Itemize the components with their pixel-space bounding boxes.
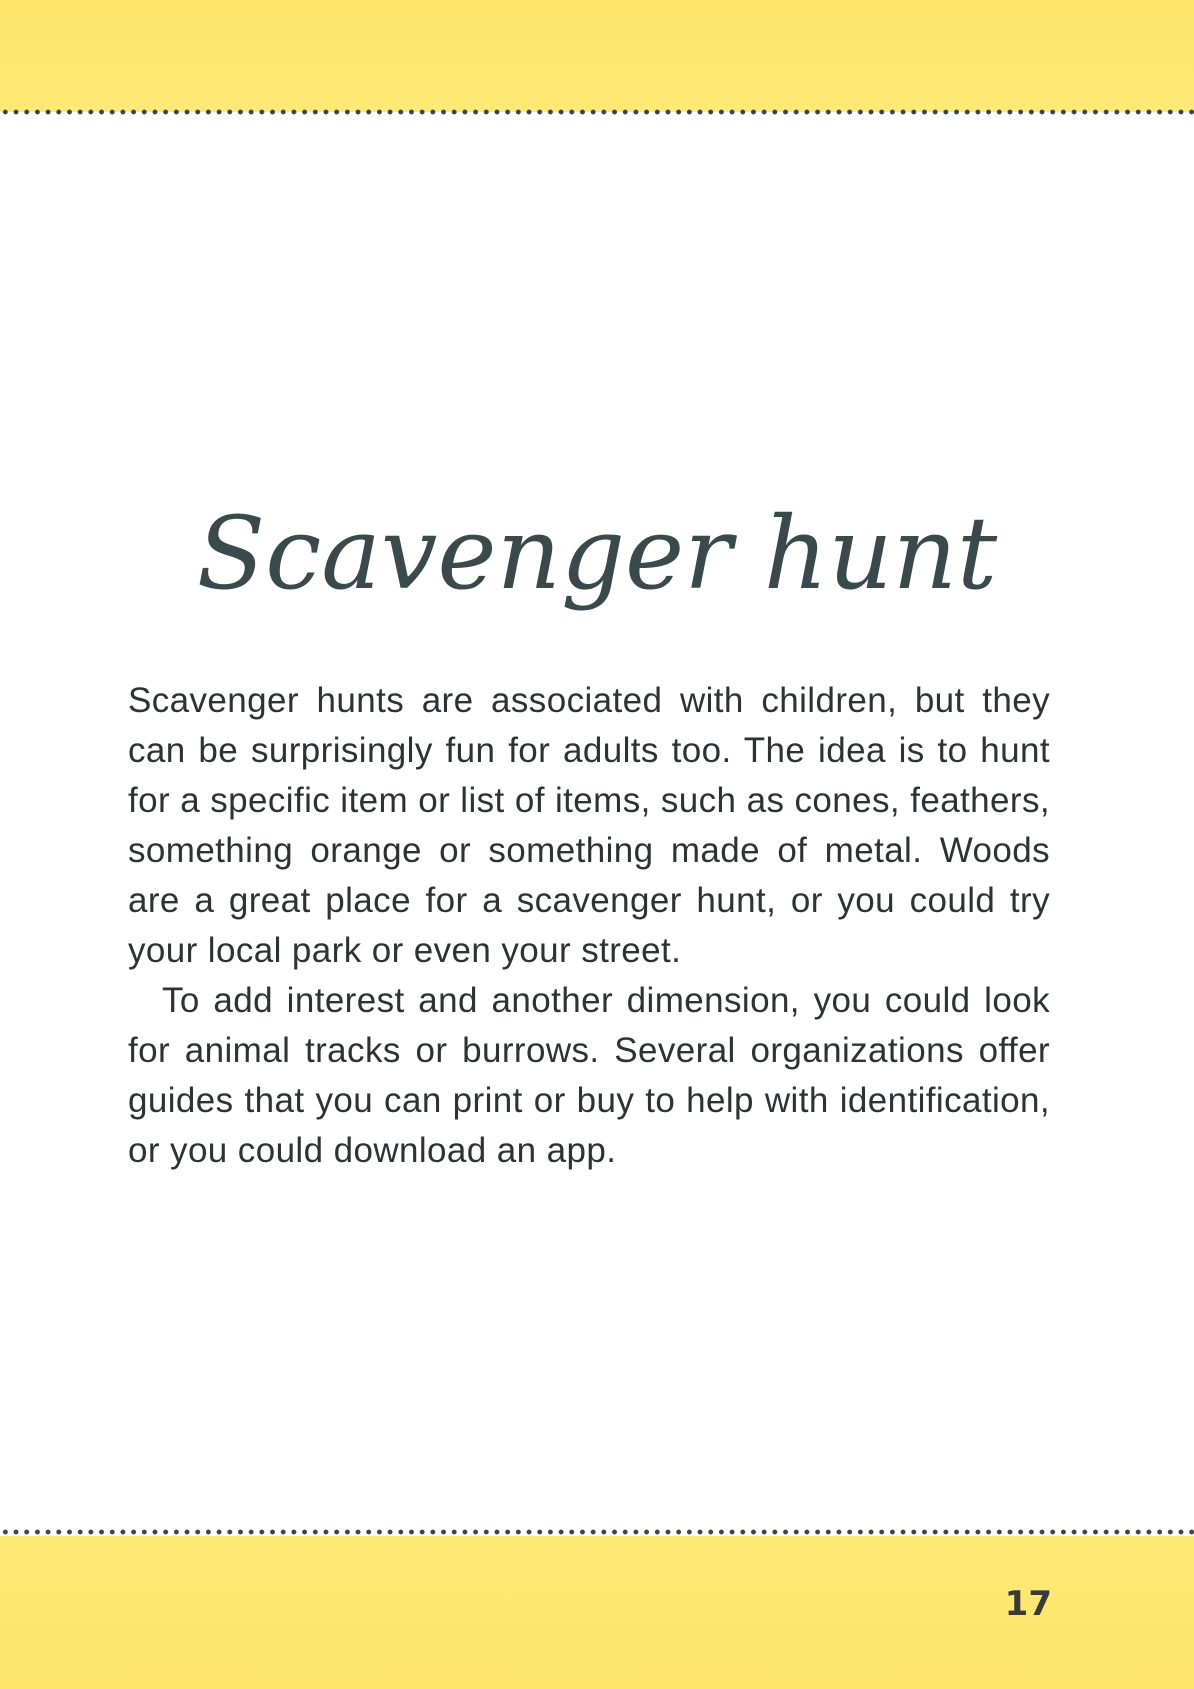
- body-text: [128, 676, 1050, 1176]
- page-title-svg: [0, 480, 1194, 650]
- paragraph-2: To add interest and another dimension, you could look for animal tracks or burrows. Several organizations offer guides that you can print or buy to help with identification, or you could download an app.: [128, 981, 1050, 1170]
- top-yellow-band: [0, 0, 1194, 112]
- bottom-dotted-border: [0, 1528, 1194, 1536]
- page-title-block: [0, 480, 1194, 650]
- page-title: Scavenger hunt: [196, 495, 998, 612]
- page-number: 17: [1004, 1584, 1052, 1624]
- top-dotted-border: [0, 108, 1194, 116]
- paragraph-1: Scavenger hunts are associated with children, but they can be surprisingly fun for adults too. The idea is to hunt for a specific item or list of items, such as cones, feathers, something orange or something made of metal. Woods are a great place for a scavenger hunt, or you could try your local park or even your street.: [128, 681, 1050, 970]
